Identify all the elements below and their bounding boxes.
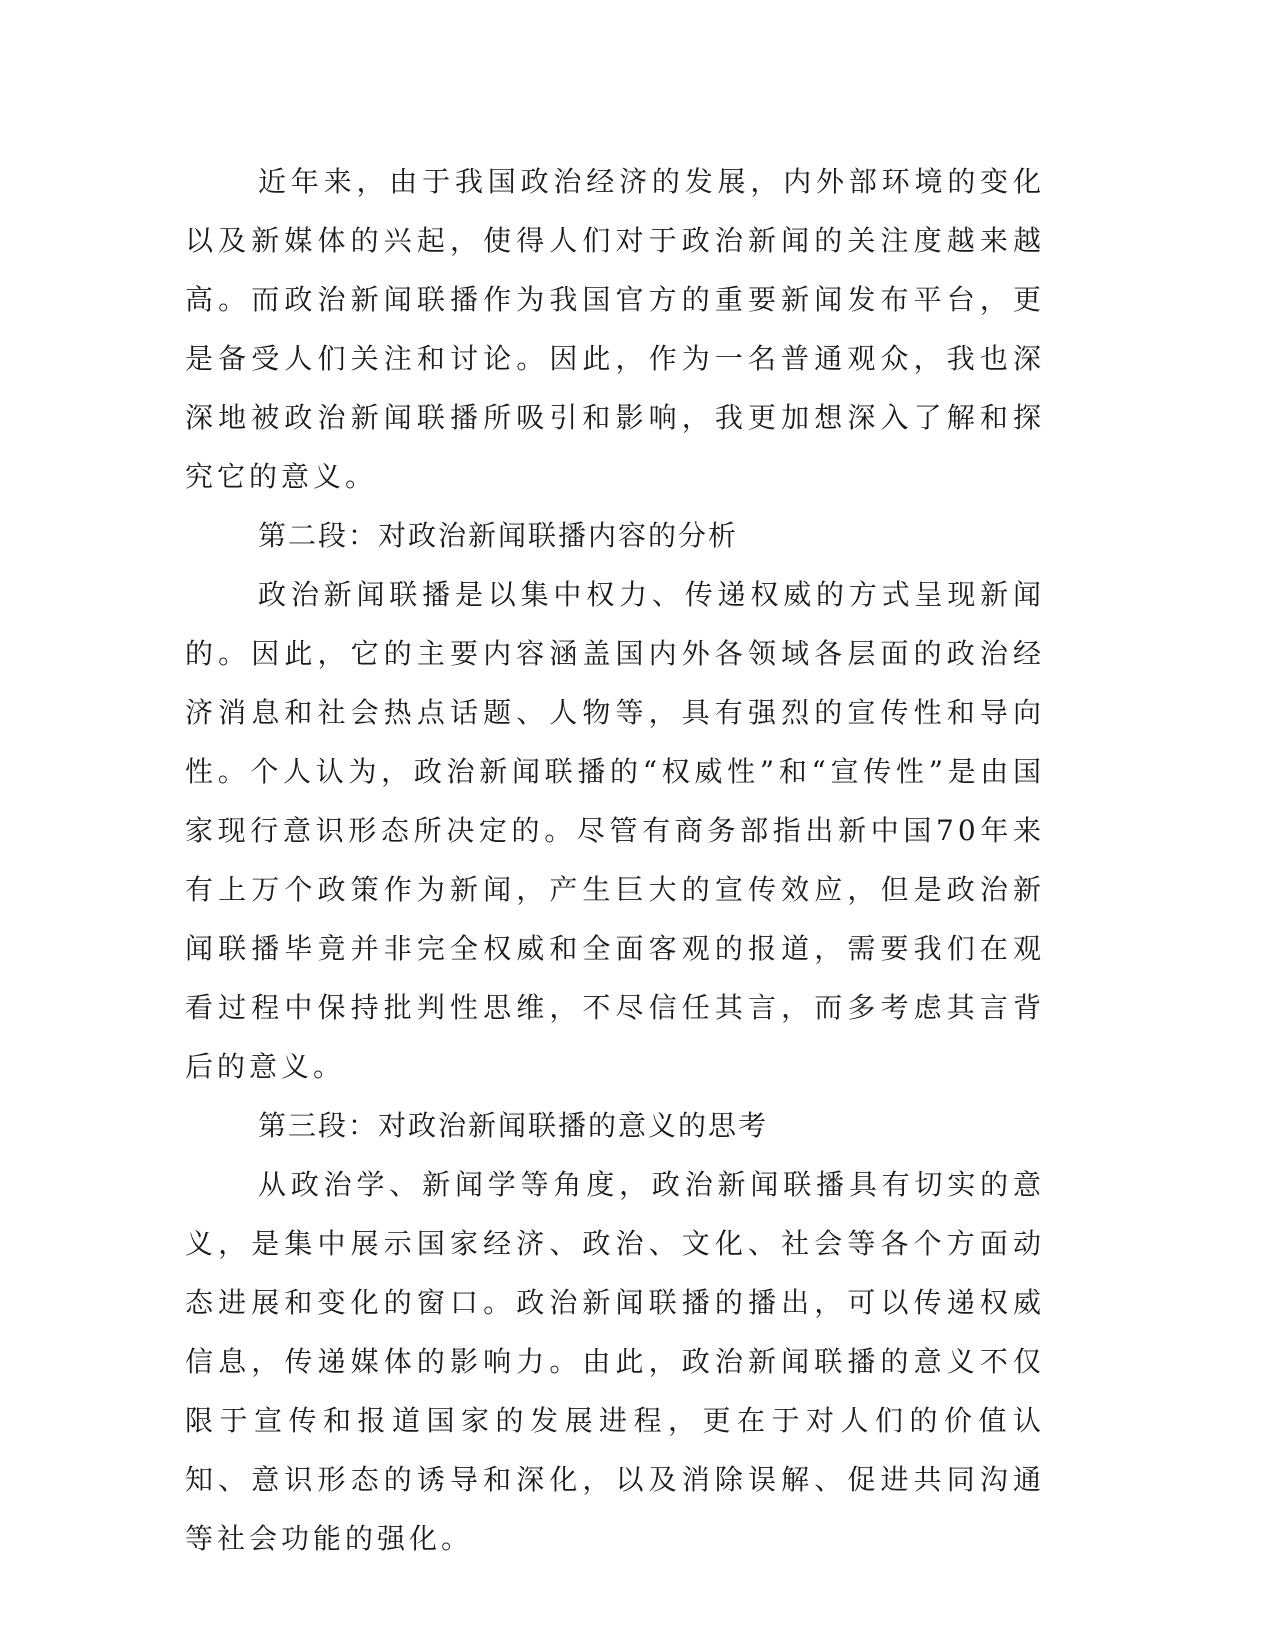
paragraph-significance: 从政治学、新闻学等角度，政治新闻联播具有切实的意义，是集中展示国家经济、政治、文化、社会等各个方面动态进展和变化的窗口。政治新闻联播的播出，可以传递权威信息，传递媒体的影响力。由此，政治新闻联播的意义不仅限于宣传和报道国家的发展进程，更在于对人们的价值认知、意识形态的诱导和深化，以及消除误解、促进共同沟通等社会功能的强化。	[185, 1168, 1045, 1555]
document-body	[185, 152, 1045, 1568]
paragraph-content-analysis: 政治新闻联播是以集中权力、传递权威的方式呈现新闻的。因此，它的主要内容涵盖国内外各领域各层面的政治经济消息和社会热点话题、人物等，具有强烈的宣传性和导向性。个人认为，政治新闻联播的“权威性”和“宣传性”是由国家现行意识形态所决定的。尽管有商务部指出新中国70年来有上万个政策作为新闻，产生巨大的宣传效应，但是政治新闻联播毕竟并非完全权威和全面客观的报道，需要我们在观看过程中保持批判性思维，不尽信任其言，而多考虑其言背后的意义。	[185, 578, 1045, 1083]
paragraph-intro: 近年来，由于我国政治经济的发展，内外部环境的变化以及新媒体的兴起，使得人们对于政治新闻的关注度越来越高。而政治新闻联播作为我国官方的重要新闻发布平台，更是备受人们关注和讨论。因此，作为一名普通观众，我也深深地被政治新闻联播所吸引和影响，我更加想深入了解和探究它的意义。	[185, 165, 1045, 493]
section-heading-3: 第三段：对政治新闻联播的意义的思考	[258, 1109, 769, 1142]
section-heading-2: 第二段：对政治新闻联播内容的分析	[258, 519, 739, 552]
